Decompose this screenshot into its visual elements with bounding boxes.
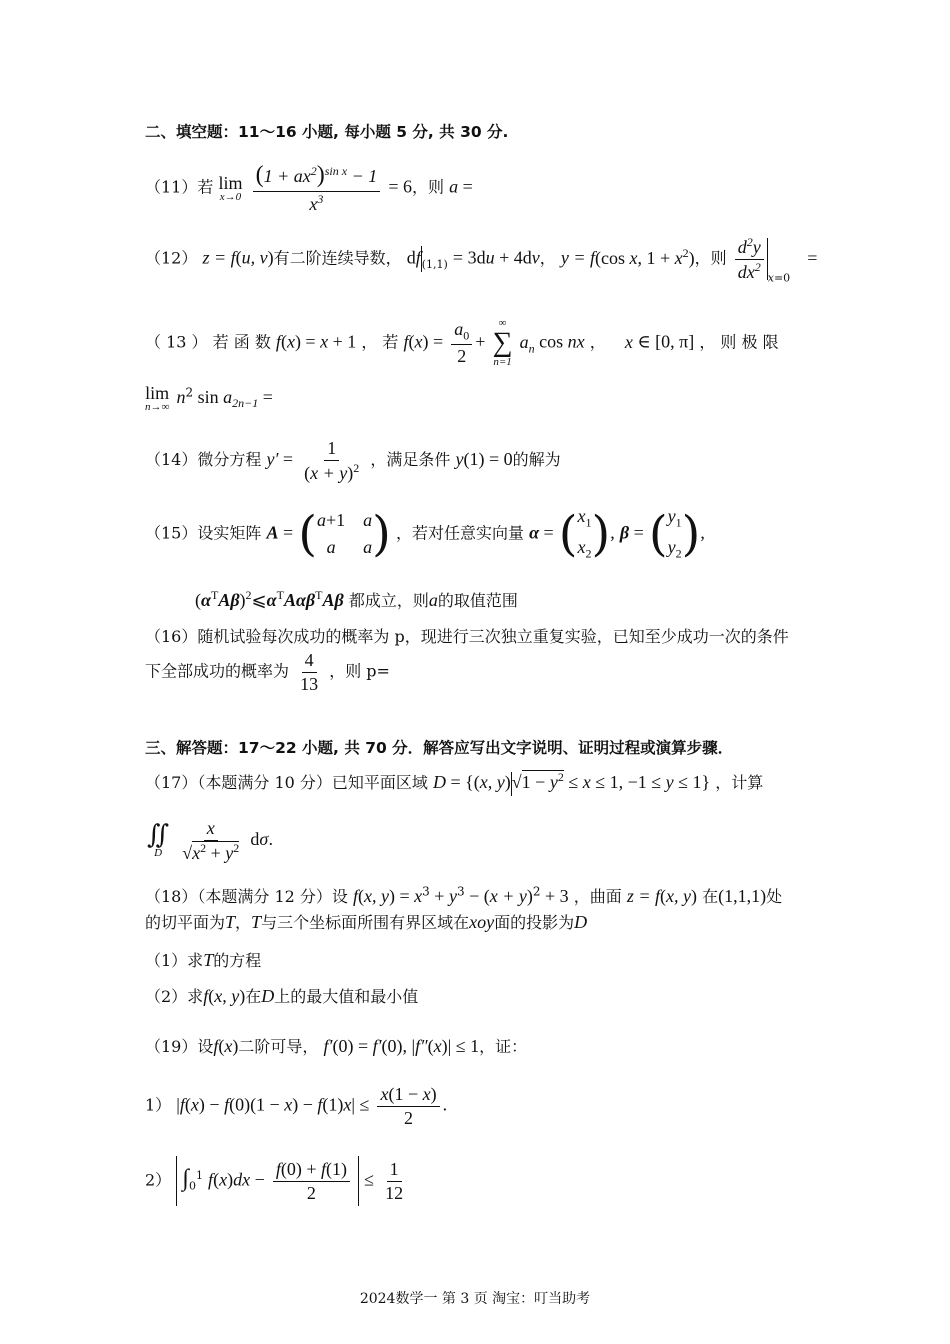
page-footer: 2024数学一 第 3 页 淘宝：叮当助考 [359,1291,591,1307]
question-number: （15） [145,523,198,543]
question-15-condition: $(\alpha^TA\beta)^2⩽\alpha^TA\alpha\beta^TA\beta$ 都成立，则a的取值范围 [195,588,518,610]
question-number: （ 13 ） [145,332,208,352]
math-fraction: $\frac{f(0) + f(1)}{2}$ [273,1159,350,1203]
question-19-part1: 1） |f(x) − f(0)(1 − x) − f(1)x| ≤ $\frac{x(1 - x)}{2}$ . [145,1084,448,1128]
question-14: （14）微分方程 y′ = $\frac{1}{(x + y)^2}$ ，满足条件 y(1) = 0的解为 [145,438,561,483]
math-fraction: $\frac{x(1 - x)}{2}$ [377,1084,439,1128]
math-expression: z = f [202,247,236,268]
question-text: ，则 [412,177,445,197]
question-13: （ 13 ） 若 函 数 f(x) = x + 1 ， 若 f(x) = $\frac{a_0}{2}$ + ∞ ∑ n=1 $a_n$ cos nx ， x ∈ [0, π] ， 则 极 限 [145,317,779,368]
question-16-line2: 下全部成功的概率为 $\frac{4}{13}$ ，则 p= [145,650,390,694]
math-inequality: |f(x) − f(0)(1 − x) − f(1)x| ≤ [176,1094,370,1115]
math-expression: f [403,331,409,352]
math-equals: = [458,176,473,197]
math-double-integral: ∬ D [147,820,170,860]
question-18: （18）（本题满分 12 分）设 f(x, $y) = x^3 + y^3 - (x + y)^2 + 3$ ，曲面 z = f(x, y) 在(1,1,1)处 [145,884,783,906]
question-number: （12） [145,248,198,268]
math-matrix: a+1 a a a [316,510,373,557]
section-heading-fill-blank: 二、填空题：11～16 小题, 每小题 5 分, 共 30 分. [145,123,509,141]
math-equals: = 6 [388,176,412,197]
math-expression: D [433,772,446,792]
math-vector-beta: $y_1$ $y_2$ [667,506,682,561]
question-19-part2: 2） $\int_0^1$ f(x)dx − $\frac{f(0) + f(1)}{2}$ ≤ $\frac{1}{12}$ [145,1156,409,1206]
math-expression: df [406,247,421,268]
math-fraction: $\frac{d^2y}{dx^2}$ [735,236,764,282]
question-text: 有二阶连续导数， [273,248,402,268]
math-var: a [449,176,459,197]
question-17: （17）（本题满分 10 分）已知平面区域 D = {(x, $y)√1 - y^2 \le x \le 1$, −1 ≤ y ≤ 1} ，计算 [145,770,763,796]
question-17-integral: ∬ D $\frac{x}{√x^2 + y^2}$ dσ. [147,818,274,863]
question-15: （15）设实矩阵 A = ( a+1 a a a ) ，若对任意实向量 α = ( $x_1$ $x_2$ ), β = ( $y_1$ $y_2$ ), [145,506,705,562]
question-16: （16）随机试验每次成功的概率为 p，现进行三次独立重复实验，已知至少成功一次的条件 [145,627,789,646]
math-expression: y′ [266,449,279,470]
question-18-part2: （2）求f(x, y)在D上的最大值和最小值 [145,986,419,1006]
math-vector-alpha: $x_1$ $x_2$ [577,506,592,561]
section-heading-solutions: 三、解答题：17～22 小题, 共 70 分．解答应写出文字说明、证明过程或演算步骤． [145,739,734,757]
math-fraction: $\frac{x}{√x^2 + y^2}$ [182,818,240,863]
math-fraction: $\frac{4}{13}$ [300,650,319,694]
question-18-line2: 的切平面为T，T与三个坐标面所围有界区域在xoy面的投影为D [145,912,588,932]
question-number: （14） [145,450,198,470]
question-18-part1: （1）求T的方程 [145,950,262,970]
math-limit: lim n→∞ [145,383,170,413]
math-sum: ∞ ∑ n=1 [492,317,513,368]
question-11 [145,162,473,214]
math-expression: y = f [560,247,595,268]
math-fraction: $\frac{(1 + ax^2)^{sin x} - 1}{x^3}$ [253,162,381,214]
math-matrix-name: A [266,522,279,543]
math-expression: f [275,331,281,352]
math-limit: lim x→0 [218,172,243,203]
question-12: （12） z = f(u, v)有二阶连续导数， $df_{(1,1)} = 3du + 4dv$， y = f(cos x, $1 + x^2$)，则 $\frac{d^2y}{dx^2}$ $_{x=0}$ = [145,235,818,285]
math-integral: ∫ [182,1165,189,1192]
question-19: （19）设f(x)二阶可导， f′(0) = f′(0), |f″(x)| ≤ 1，证： [145,1036,528,1056]
question-number: （11） [145,177,198,197]
math-fraction: $\frac{a_0}{2}$ [451,319,472,367]
question-text: 若 [197,177,214,197]
math-fraction: $\frac{1}{(x + y)^2}$ [304,438,360,483]
question-13-limit: lim n→∞ $n^2$ $\sin a_{2n-1}$ = [145,383,273,413]
math-fraction: $\frac{1}{12}$ [385,1158,404,1203]
